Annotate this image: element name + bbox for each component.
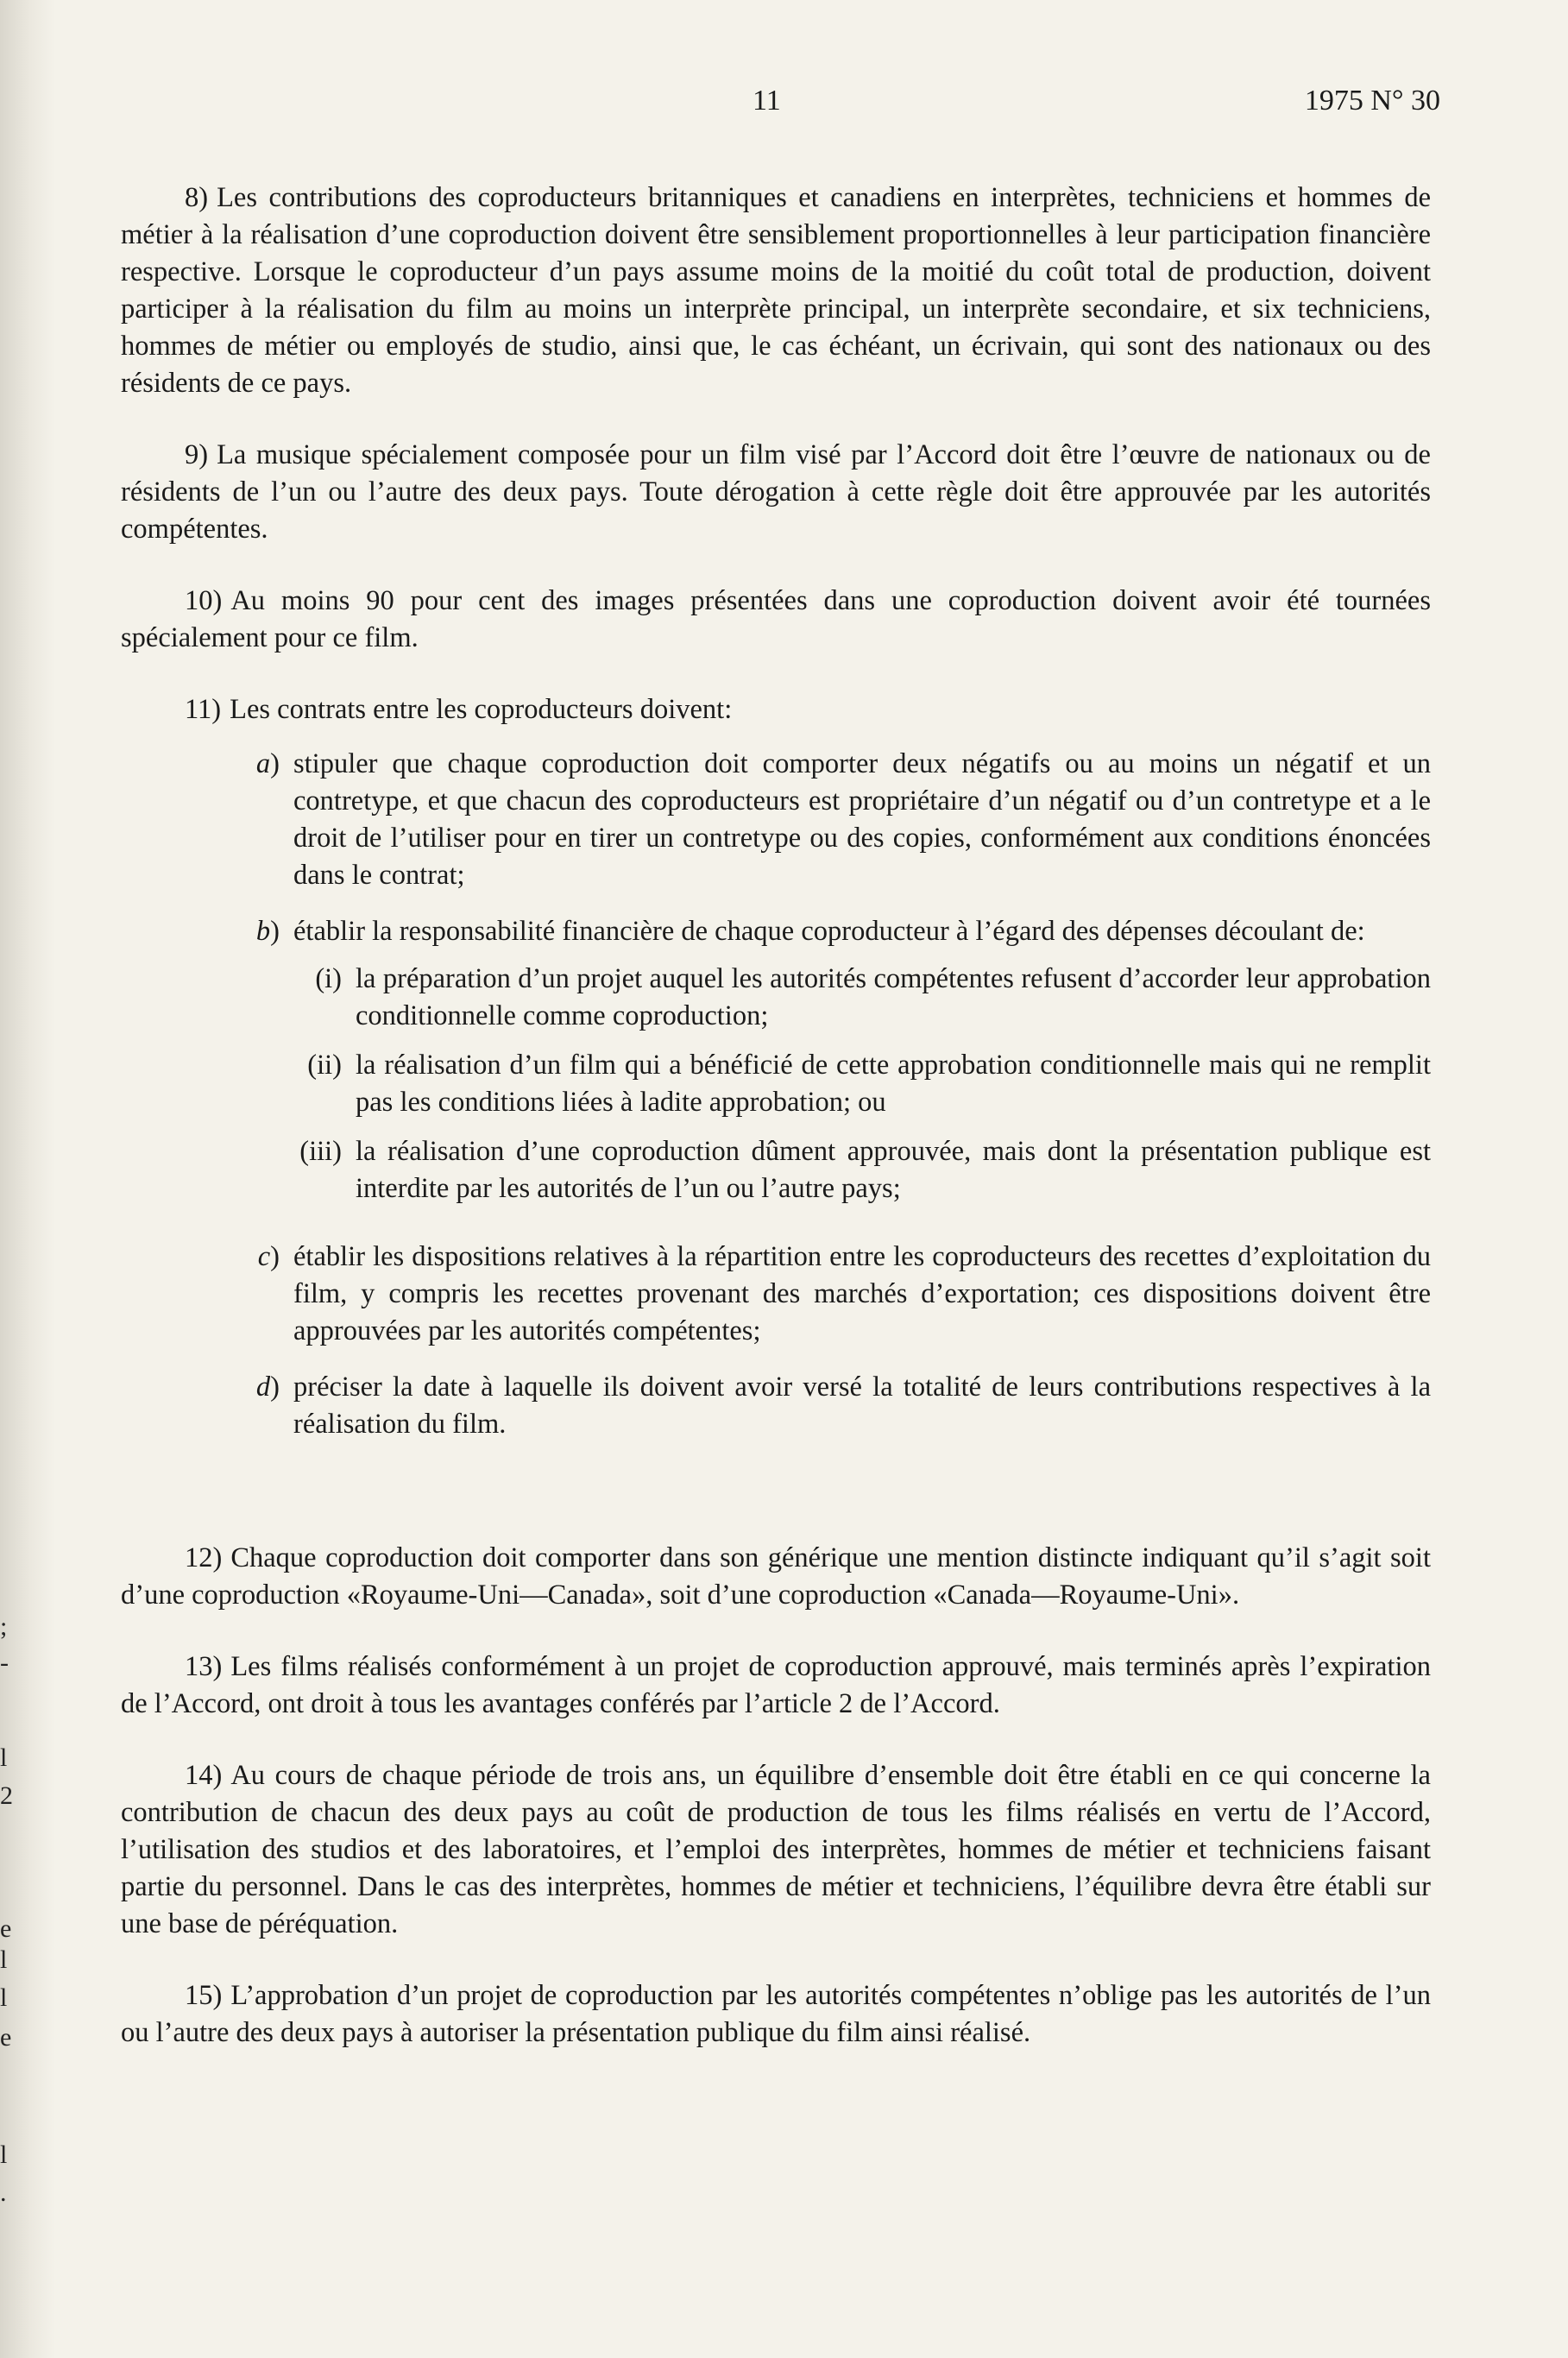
paragraph-text: Les films réalisés conformément à un projet de coproduction approuvé, mais terminés après l’expiration de l’Accord, ont droit à tous les avantages conférés par l’article 2 de l’Accord. bbox=[121, 1651, 1431, 1719]
paragraph-text: Au moins 90 pour cent des images présentées dans une coproduction doivent avoir été tournées spécialement pour ce film. bbox=[121, 585, 1431, 653]
paragraph-number: 15) bbox=[185, 1980, 223, 2011]
subitem-text: la préparation d’un projet auquel les autorités compétentes refusent d’accorder leur approbation conditionnelle comme coproduction; bbox=[356, 963, 1431, 1031]
clause-11-d bbox=[121, 1369, 1431, 1443]
item-marker: b) bbox=[255, 916, 280, 947]
item-text: établir les dispositions relatives à la répartition entre les coproducteurs des recettes d’exploitation du film, y compris les recettes provenant des marchés d’exportation; ces dispositions doivent être approuvées par les autorités compétentes; bbox=[293, 1241, 1431, 1346]
item-text: établir la responsabilité financière de chaque coproducteur à l’égard des dépenses découlant de: bbox=[293, 916, 1365, 947]
clause-11-b-i bbox=[121, 961, 1431, 1035]
paragraph-10 bbox=[121, 583, 1431, 657]
clause-11-a bbox=[121, 746, 1431, 894]
spine-fragment: e bbox=[0, 2023, 12, 2052]
clause-11-b-sublist bbox=[121, 961, 1431, 1207]
item-marker: c) bbox=[257, 1241, 280, 1272]
section-spacer bbox=[121, 1469, 1431, 1540]
paragraph-text: Chaque coproduction doit comporter dans son générique une mention distincte indiquant qu’il s’agit soit d’une coproduction «Royaume-Uni—Canada», soit d’une coproduction «Canada—Royaume-Uni». bbox=[121, 1542, 1431, 1611]
item-marker: d) bbox=[255, 1371, 280, 1403]
paragraph-number: 9) bbox=[185, 439, 209, 470]
paragraph-number: 8) bbox=[185, 182, 209, 213]
paragraph-8 bbox=[121, 180, 1431, 402]
spine-fragments bbox=[0, 0, 17, 2358]
paragraph-text: L’approbation d’un projet de coproduction par les autorités compétentes n’oblige pas les autorités de l’un ou l’autre des deux pays à autoriser la présentation publique du film ainsi réalisé. bbox=[121, 1980, 1431, 2048]
page-body bbox=[121, 180, 1431, 2086]
paragraph-12 bbox=[121, 1540, 1431, 1614]
spine-fragment: - bbox=[0, 1649, 9, 1677]
item-text: stipuler que chaque coproduction doit comporter deux négatifs ou au moins un négatif et un contretype, et que chacun des coproducteurs est propriétaire d’un négatif ou d’un contretype et a le droit de l’utiliser pour en tirer un contretype ou des copies, conformément aux conditions énoncées dans le contrat; bbox=[293, 748, 1431, 891]
paragraph-14 bbox=[121, 1757, 1431, 1943]
clause-11-c bbox=[121, 1239, 1431, 1350]
paragraph-text: Au cours de chaque période de trois ans, un équilibre d’ensemble doit être établi en ce qui concerne la contribution de chacun des deux pays au coût de production de tous les films réalisés en vertu de l’Accord, l’utilisation des studios et des laboratoires, et l’emploi des interprètes, hommes de métier et techniciens faisant partie du personnel. Dans le cas des interprètes, hommes de métier et techniciens, l’équilibre devra être établi sur une base de péréquation. bbox=[121, 1760, 1431, 1939]
clause-11-b bbox=[121, 913, 1431, 1220]
subitem-text: la réalisation d’un film qui a bénéficié de cette approbation conditionnelle mais qui ne remplit pas les conditions liées à ladite approbation; ou bbox=[356, 1050, 1431, 1118]
paragraph-11 bbox=[121, 691, 1431, 728]
page-header bbox=[0, 85, 1568, 123]
spine-fragment: . bbox=[0, 2178, 7, 2207]
item-text: préciser la date à laquelle ils doivent avoir versé la totalité de leurs contributions respectives à la réalisation du film. bbox=[293, 1371, 1431, 1440]
spine-fragment: 2 bbox=[0, 1781, 13, 1810]
clause-11-list bbox=[121, 746, 1431, 1443]
subitem-marker: (ii) bbox=[307, 1050, 342, 1081]
subitem-marker: (i) bbox=[315, 963, 342, 994]
paragraph-number: 12) bbox=[185, 1542, 223, 1573]
paragraph-number: 11) bbox=[185, 694, 222, 725]
item-marker: a) bbox=[255, 748, 280, 779]
subitem-marker: (iii) bbox=[299, 1136, 342, 1167]
document-number: 1975 N° 30 bbox=[1304, 85, 1440, 117]
spine-fragment: l bbox=[0, 2140, 8, 2169]
paragraph-text: Les contributions des coproducteurs britanniques et canadiens en interprètes, techniciens et hommes de métier à la réalisation d’une coproduction doivent être sensiblement proportionnelles à leur participation financière respective. Lorsque le coproducteur d’un pays assume moins de la moitié du coût total de production, doivent participer à la réalisation du film au moins un interprète principal, un interprète secondaire, et six techniciens, hommes de métier ou employés de studio, ainsi que, le cas échéant, un écrivain, qui sont des nationaux ou des résidents de ce pays. bbox=[121, 182, 1431, 399]
spine-fragment: l bbox=[0, 1945, 8, 1974]
paragraph-number: 14) bbox=[185, 1760, 223, 1791]
paragraph-number: 10) bbox=[185, 585, 223, 616]
clause-11-b-ii bbox=[121, 1047, 1431, 1121]
paragraph-15 bbox=[121, 1977, 1431, 2052]
subitem-text: la réalisation d’une coproduction dûment approuvée, mais dont la présentation publique est interdite par les autorités de l’un ou l’autre pays; bbox=[356, 1136, 1431, 1204]
spine-fragment: ; bbox=[0, 1612, 8, 1641]
spine-fragment: l bbox=[0, 1743, 8, 1772]
paragraph-9 bbox=[121, 437, 1431, 548]
spine-fragment: e bbox=[0, 1914, 12, 1943]
page-number: 11 bbox=[753, 85, 781, 117]
spine-fragment: l bbox=[0, 1983, 8, 2012]
clause-11-b-iii bbox=[121, 1133, 1431, 1207]
paragraph-13 bbox=[121, 1649, 1431, 1723]
paragraph-number: 13) bbox=[185, 1651, 223, 1682]
paragraph-text: Les contrats entre les coproducteurs doivent: bbox=[230, 694, 733, 725]
paragraph-text: La musique spécialement composée pour un film visé par l’Accord doit être l’œuvre de nationaux ou de résidents de l’un ou l’autre des deux pays. Toute dérogation à cette règle doit être approuvée par les autorités compétentes. bbox=[121, 439, 1431, 545]
